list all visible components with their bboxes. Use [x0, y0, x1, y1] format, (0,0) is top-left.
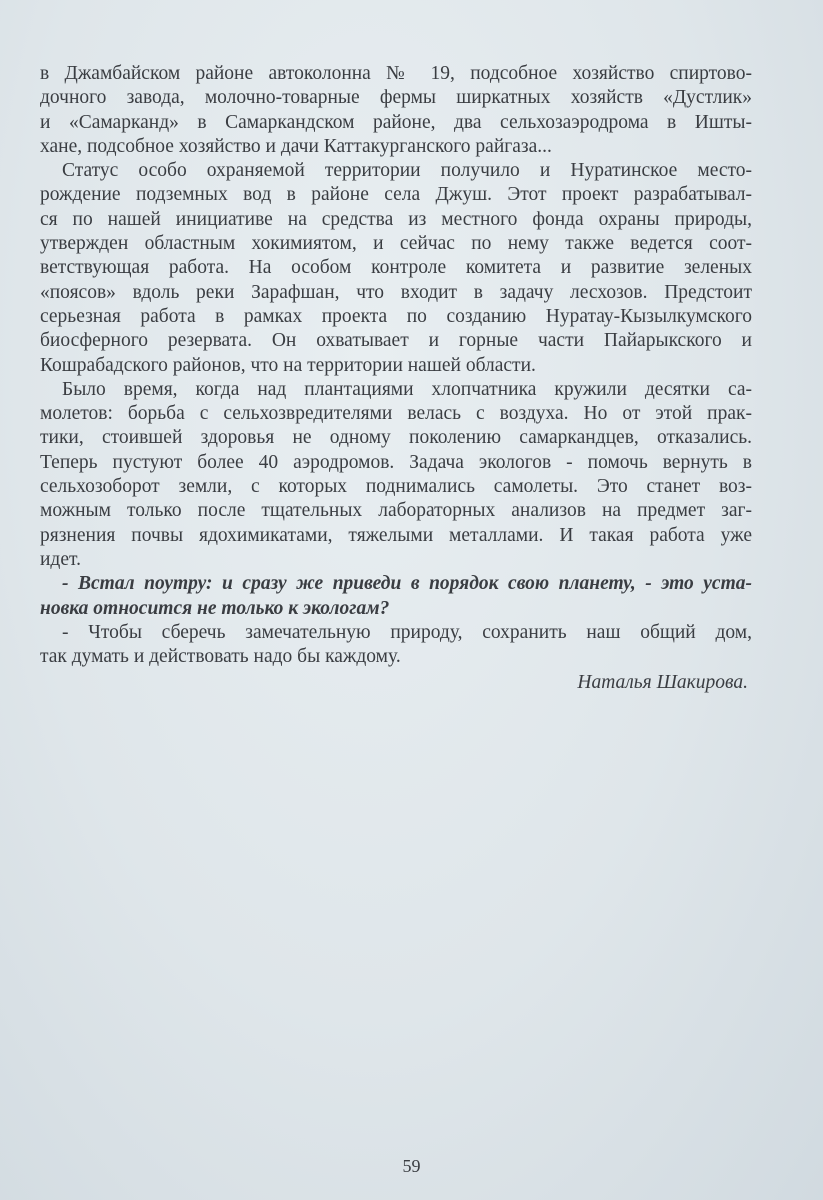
- interview-question: [40, 572, 752, 621]
- text-line: сельхозоборот земли, с которых поднимались самолеты. Это станет воз-: [40, 476, 752, 498]
- page-number: 59: [402, 1156, 421, 1176]
- text-line: серьезная работа в рамках проекта по созданию Нуратау-Кызылкумского: [40, 305, 752, 327]
- text-line: биосферного резервата. Он охватывает и горные части Пайарыкского и: [40, 330, 752, 352]
- text-line: Было время, когда над плантациями хлопчатника кружили десятки са-: [62, 378, 752, 400]
- text-line: можным только после тщательных лабораторных анализов на предмет заг-: [40, 500, 752, 522]
- author-signature: Наталья Шакирова.: [577, 672, 748, 694]
- text-line: идет.: [40, 548, 81, 570]
- text-line: дочного завода, молочно-товарные фермы ширкатных хозяйств «Дустлик»: [40, 87, 752, 109]
- text-line: «поясов» вдоль реки Зарафшан, что входит в задачу лесхозов. Предстоит: [40, 281, 752, 303]
- text-line: тики, стоившей здоровья не одному поколению самаркандцев, отказались.: [40, 427, 752, 449]
- text-line: - Встал поутру: и сразу же приведи в порядок свою планету, - это уста-: [62, 573, 752, 595]
- text-line: так думать и действовать надо бы каждому.: [40, 646, 401, 668]
- text-line: Статус особо охраняемой территории получило и Нуратинское место-: [62, 160, 752, 182]
- text-line: в Джамбайском районе автоколонна № 19, подсобное хозяйство спиртово-: [40, 63, 752, 84]
- text-line: рязнения почвы ядохимикатами, тяжелыми металлами. И такая работа уже: [40, 524, 752, 546]
- text-line: молетов: борьба с сельхозвредителями велась с воздуха. Но от этой прак-: [40, 403, 752, 425]
- article-text: [40, 62, 752, 696]
- text-line: и «Самарканд» в Самаркандском районе, два сельхозаэродрома в Ишты-: [40, 111, 752, 133]
- text-line: утвержден областным хокимиятом, и сейчас по нему также ведется соот-: [40, 233, 752, 255]
- text-line: Теперь пустуют более 40 аэродромов. Задача экологов - помочь вернуть в: [40, 451, 752, 473]
- text-line: ся по нашей инициативе на средства из местного фонда охраны природы,: [40, 208, 752, 230]
- interview-answer: [40, 621, 752, 670]
- text-line: ветствующая работа. На особом контроле комитета и развитие зеленых: [40, 257, 752, 279]
- text-line: новка относится не только к экологам?: [40, 597, 390, 619]
- text-line: хане, подсобное хозяйство и дачи Каттакурганского райгаза...: [40, 135, 552, 157]
- paragraph-3: [40, 378, 752, 572]
- text-line: - Чтобы сберечь замечательную природу, сохранить наш общий дом,: [62, 621, 752, 643]
- text-line: рождение подземных вод в районе села Джуш. Этот проект разрабатывал-: [40, 184, 752, 206]
- text-line: Кошрабадского районов, что на территории нашей области.: [40, 354, 536, 376]
- paragraph-2: [40, 159, 752, 378]
- paragraph-1: [40, 62, 752, 159]
